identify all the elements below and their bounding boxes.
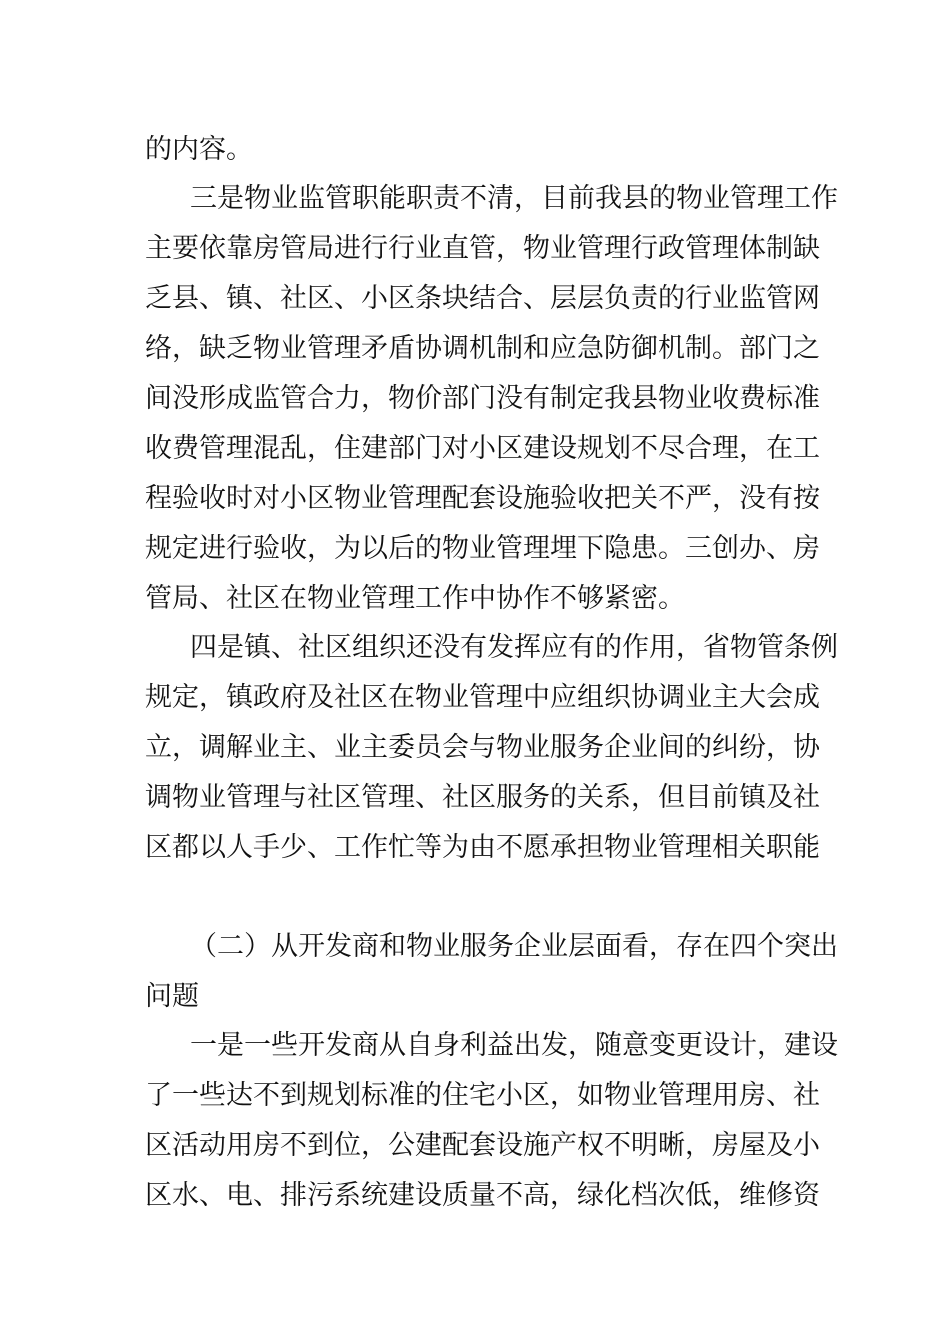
text-line: 规定进行验收，为以后的物业管理埋下隐患。三创办、房 <box>145 533 820 564</box>
text-line: 的内容。 <box>145 134 253 165</box>
text-line: 间没形成监管合力，物价部门没有制定我县物业收费标准 <box>145 383 820 414</box>
text-line: 规定，镇政府及社区在物业管理中应组织协调业主大会成 <box>145 682 820 713</box>
text-line: 主要依靠房管局进行行业直管，物业管理行政管理体制缺 <box>145 233 820 264</box>
text-line: 程验收时对小区物业管理配套设施验收把关不严，没有按 <box>145 483 820 514</box>
paragraph-first-line: 四是镇、社区组织还没有发挥应有的作用，省物管条例 <box>190 632 838 663</box>
text-line: 区都以人手少、工作忙等为由不愿承担物业管理相关职能 <box>145 832 820 863</box>
section-heading-continuation: 问题 <box>145 981 199 1012</box>
text-line: 区活动用房不到位，公建配套设施产权不明晰，房屋及小 <box>145 1130 820 1161</box>
text-line: 区水、电、排污系统建设质量不高，绿化档次低，维修资 <box>145 1180 820 1211</box>
text-line: 收费管理混乱，住建部门对小区建设规划不尽合理，在工 <box>145 433 820 464</box>
paragraph-first-line: 一是一些开发商从自身利益出发，随意变更设计，建设 <box>190 1030 838 1061</box>
text-line: 立，调解业主、业主委员会与物业服务企业间的纠纷，协 <box>145 732 820 763</box>
text-line: 乏县、镇、社区、小区条块结合、层层负责的行业监管网 <box>145 283 820 314</box>
text-line: 调物业管理与社区管理、社区服务的关系，但目前镇及社 <box>145 782 820 813</box>
text-line: 了一些达不到规划标准的住宅小区，如物业管理用房、社 <box>145 1080 820 1111</box>
text-line: 管局、社区在物业管理工作中协作不够紧密。 <box>145 583 685 614</box>
text-line: 络，缺乏物业管理矛盾协调机制和应急防御机制。部门之 <box>145 333 820 364</box>
section-heading: （二）从开发商和物业服务企业层面看，存在四个突出 <box>190 931 838 962</box>
paragraph-first-line: 三是物业监管职能职责不清，目前我县的物业管理工作 <box>190 183 838 214</box>
